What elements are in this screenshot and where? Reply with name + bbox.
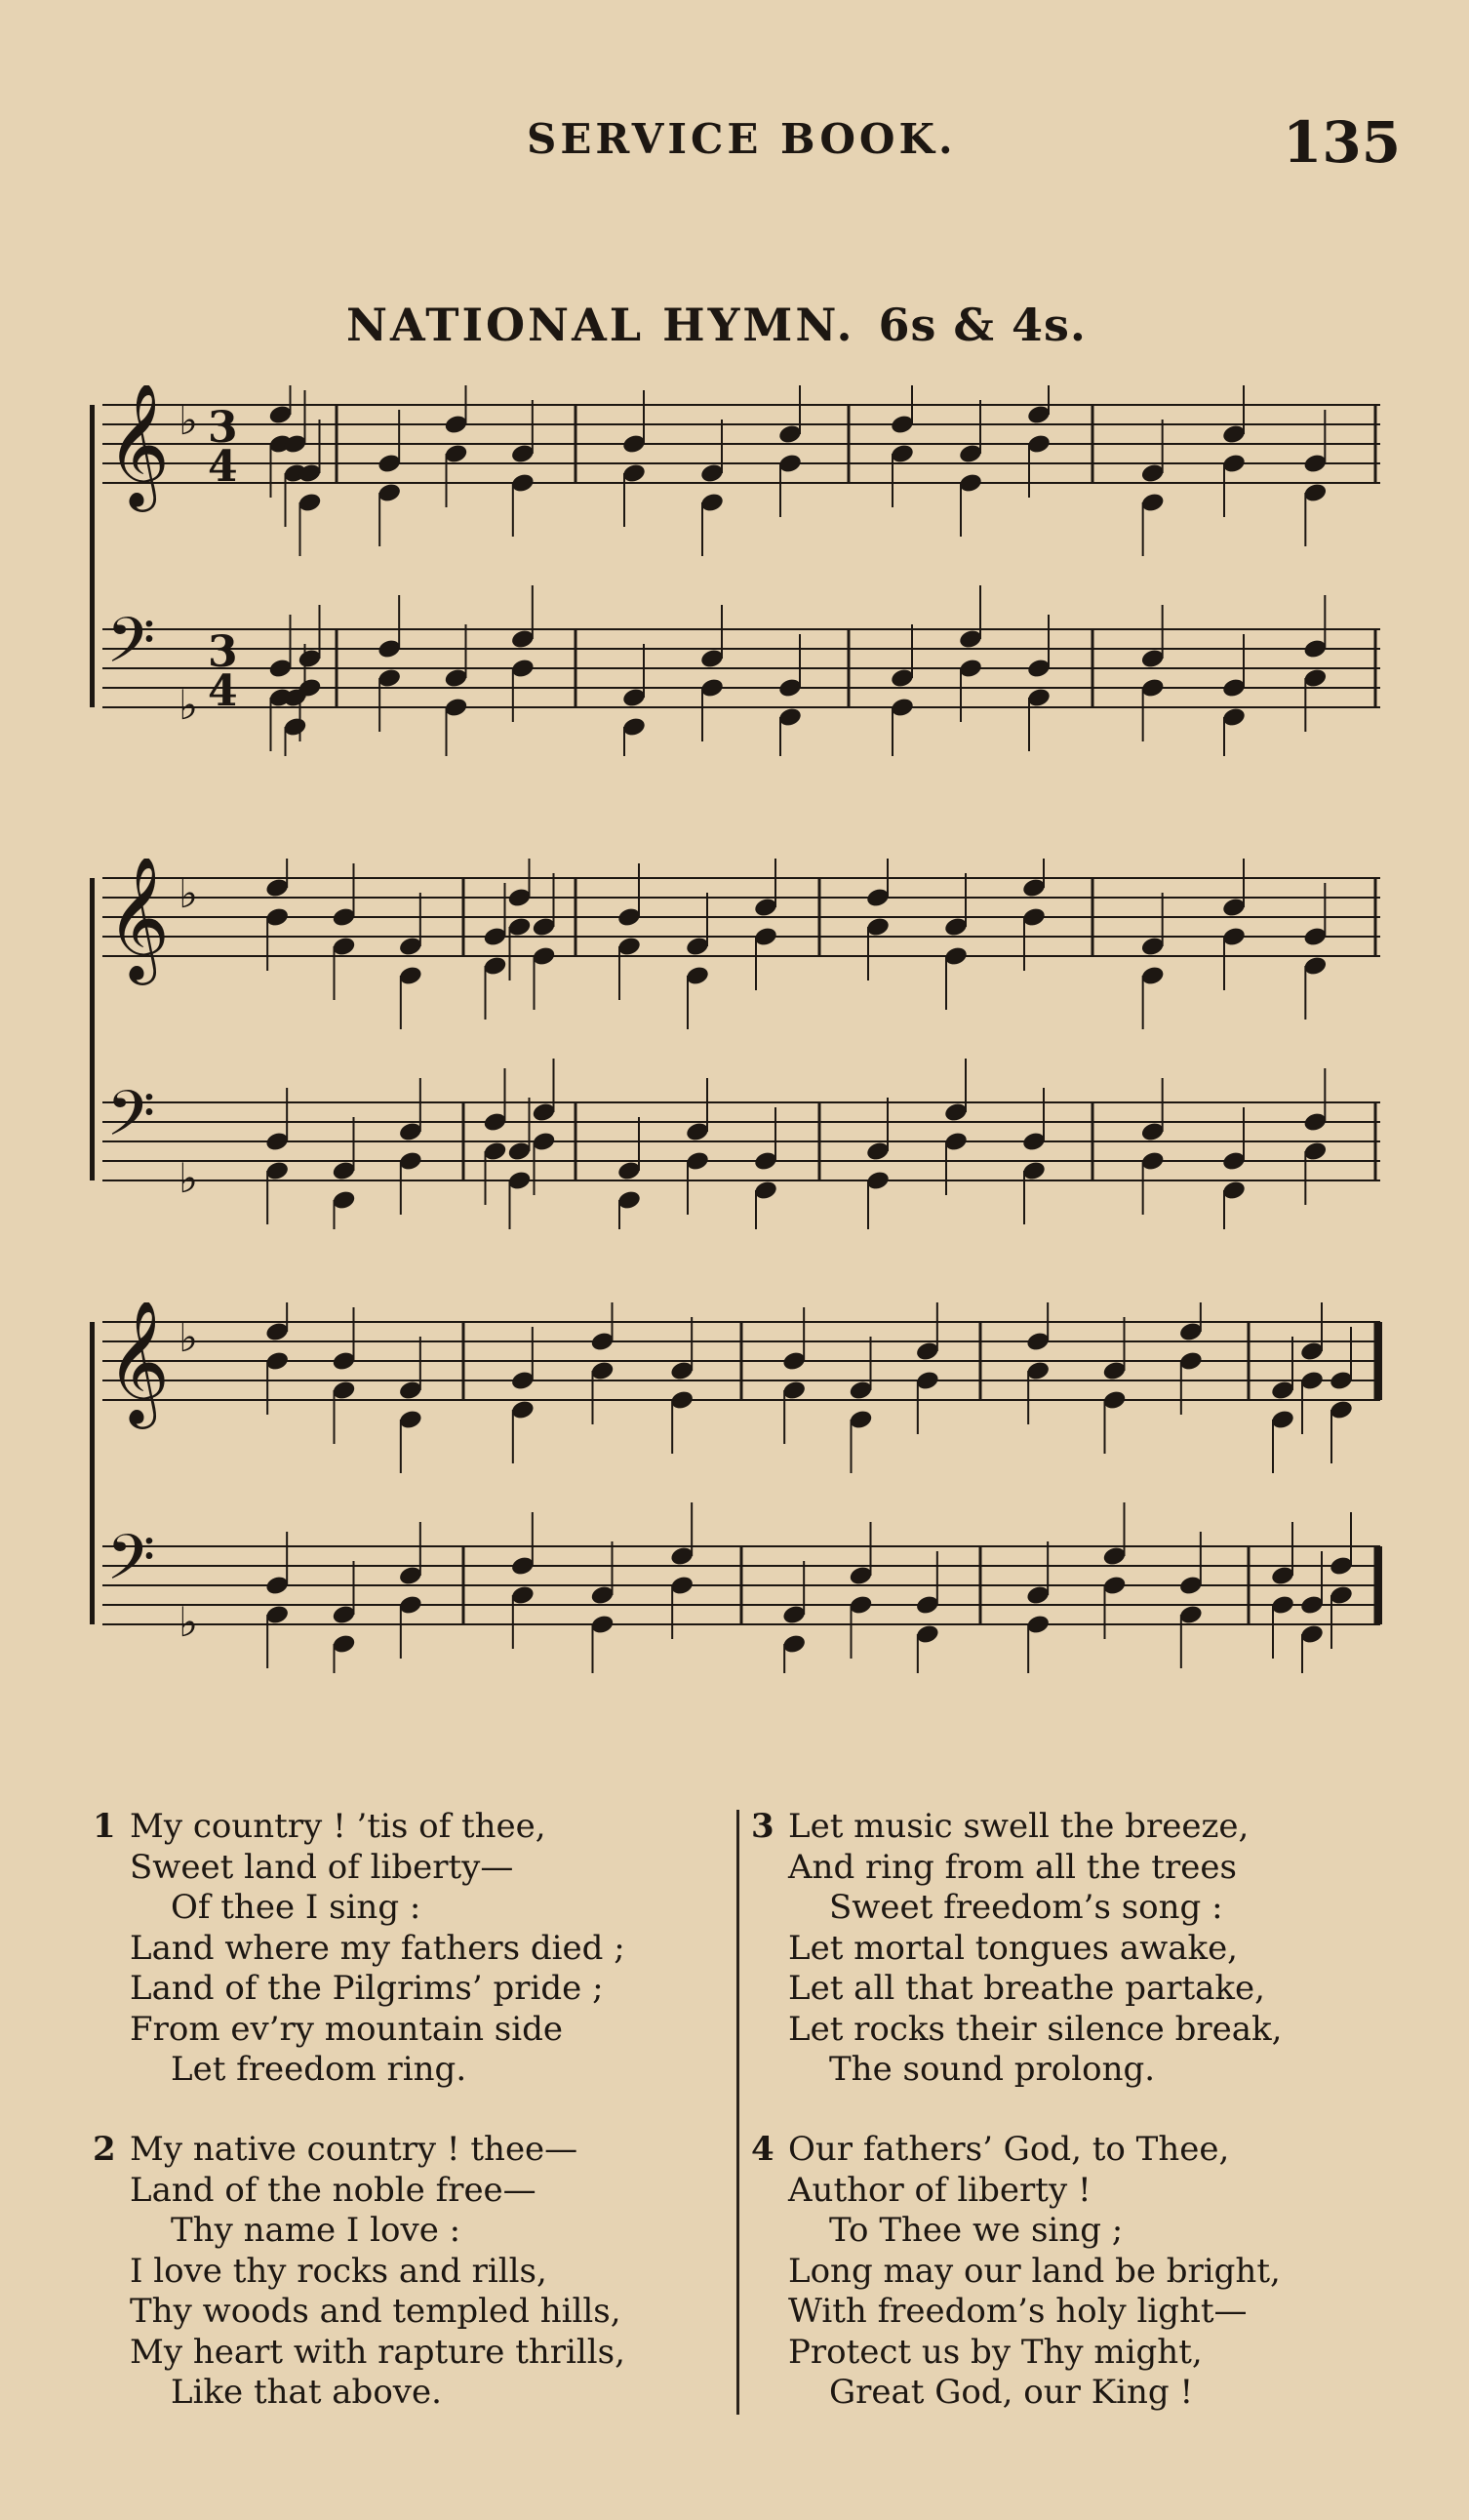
verse-line: Land of the Pilgrims’ pride ;	[130, 1969, 604, 2008]
verse-4	[751, 2130, 1281, 2414]
treble-clef-icon: 𝄞	[106, 1302, 171, 1423]
time-signature-top: 3	[208, 627, 238, 677]
page-number: 135	[1283, 109, 1402, 176]
verse-number: 1	[93, 1807, 116, 1846]
verse-3	[751, 1807, 1282, 2091]
time-signature-bottom: 4	[208, 442, 238, 492]
flat-icon: ♭	[179, 681, 198, 729]
music-staves	[0, 859, 1469, 1229]
music-system-1	[0, 385, 1469, 756]
column-divider	[736, 1810, 739, 2415]
music-staves	[0, 385, 1469, 756]
flat-icon: ♭	[179, 396, 198, 444]
verse-number: 2	[93, 2130, 116, 2169]
verse-line: The sound prolong.	[829, 2050, 1156, 2089]
music-system-2	[0, 859, 1469, 1229]
flat-icon: ♭	[179, 1313, 198, 1361]
verse-line: Let music swell the breeze,	[788, 1807, 1250, 1846]
verse-line: Thy name I love :	[171, 2211, 461, 2250]
verse-line: Long may our land be bright,	[788, 2251, 1281, 2291]
bass-clef-icon: 𝄢	[106, 1078, 156, 1166]
verse-line: My country ! ’tis of thee,	[130, 1807, 546, 1846]
hymn-title	[346, 299, 1087, 351]
verse-line: Let mortal tongues awake,	[788, 1928, 1238, 1968]
verse-line: Sweet freedom’s song :	[829, 1888, 1223, 1927]
time-signature-top: 3	[208, 403, 238, 453]
verse-line: Our fathers’ God, to Thee,	[788, 2130, 1230, 2169]
hymn-title-text: NATIONAL HYMN.	[346, 299, 855, 351]
bass-clef-icon: 𝄢	[106, 1522, 156, 1610]
verse-line: From ev’ry mountain side	[130, 2009, 563, 2049]
verse-line: And ring from all the trees	[788, 1847, 1237, 1887]
verse-line: Thy woods and templed hills,	[130, 2292, 621, 2331]
time-signature-bottom: 4	[208, 666, 238, 716]
verse-line: Let rocks their silence break,	[788, 2009, 1283, 2049]
verse-1	[93, 1807, 625, 2091]
music-system-3	[0, 1302, 1469, 1673]
verse-line: Great God, our King !	[829, 2373, 1194, 2412]
flat-icon: ♭	[179, 1154, 198, 1202]
verse-line: Land of the noble free—	[130, 2170, 536, 2210]
treble-clef-icon: 𝄞	[106, 859, 171, 980]
verse-line: My heart with rapture thrills,	[130, 2332, 625, 2372]
verse-line: I love thy rocks and rills,	[130, 2251, 547, 2291]
flat-icon: ♭	[179, 869, 198, 917]
treble-clef-icon: 𝄞	[106, 385, 171, 506]
flat-icon: ♭	[179, 1598, 198, 1646]
verse-line: Sweet land of liberty—	[130, 1847, 514, 1887]
verse-line: With freedom’s holy light—	[788, 2292, 1248, 2331]
final-barline	[1374, 1546, 1382, 1624]
running-head: SERVICE BOOK.	[527, 115, 957, 163]
system-bracket	[90, 878, 95, 1180]
verse-line: Let freedom ring.	[171, 2050, 467, 2089]
final-barline	[1374, 1322, 1382, 1400]
bass-clef-icon: 𝄢	[106, 605, 156, 693]
verse-line: Author of liberty !	[788, 2170, 1092, 2210]
verse-line: Let all that breathe partake,	[788, 1969, 1265, 2008]
verse-line: My native country ! thee—	[130, 2130, 578, 2169]
hymn-meter: 6s & 4s.	[878, 299, 1087, 351]
verse-number: 4	[751, 2130, 774, 2169]
verse-line: Like that above.	[171, 2373, 442, 2412]
verse-line: Of thee I sing :	[171, 1888, 421, 1927]
system-bracket	[90, 1322, 95, 1624]
verse-line: To Thee we sing ;	[829, 2211, 1124, 2250]
verse-line: Protect us by Thy might,	[788, 2332, 1203, 2372]
verse-line: Land where my fathers died ;	[130, 1928, 625, 1968]
verse-2	[93, 2130, 625, 2414]
verse-number: 3	[751, 1807, 774, 1846]
music-staves	[0, 1302, 1469, 1673]
system-bracket	[90, 405, 95, 707]
